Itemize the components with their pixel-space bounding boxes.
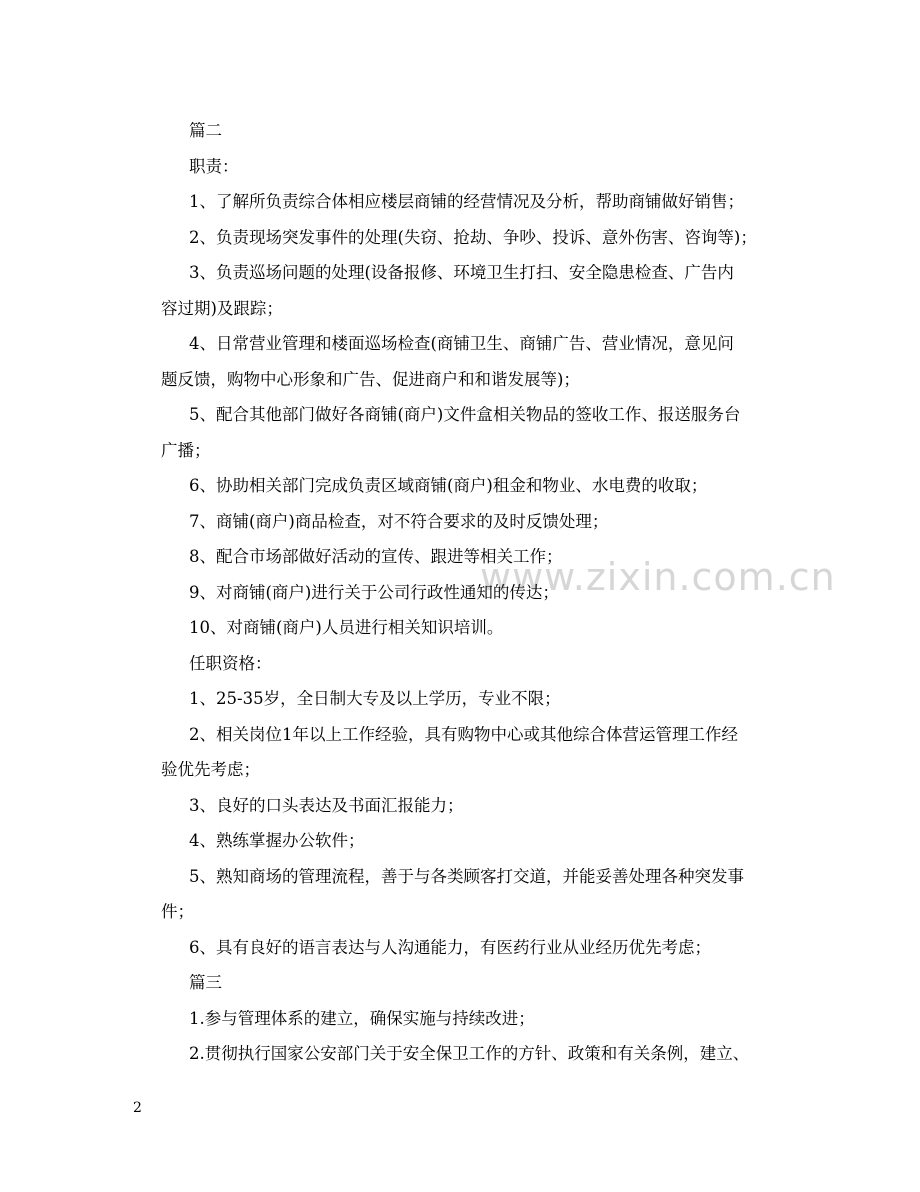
paragraph-line: 4、熟练掌握办公软件； <box>189 831 365 850</box>
paragraph-line: 10、对商铺(商户)人员进行相关知识培训。 <box>189 618 504 637</box>
paragraph-line: 职责： <box>189 156 239 176</box>
paragraph-line: 5、熟知商场的管理流程，善于与各类顾客打交道，并能妥善处理各种突发事 <box>189 866 744 886</box>
paragraph <box>189 149 799 185</box>
paragraph <box>189 788 799 824</box>
paragraph <box>189 220 799 256</box>
paragraph <box>189 930 799 966</box>
paragraph <box>189 539 799 575</box>
paragraph <box>161 397 799 468</box>
paragraph <box>189 1036 799 1072</box>
paragraph-line: 6、具有良好的语言表达与人沟通能力，有医药行业从业经历优先考虑； <box>189 937 711 957</box>
paragraph <box>161 326 799 397</box>
paragraph <box>189 575 799 611</box>
paragraph-line: 3、良好的口头表达及书面汇报能力； <box>189 795 464 815</box>
document-body <box>161 113 799 1072</box>
paragraph-line: 4、日常营业管理和楼面巡场检查(商铺卫生、商铺广告、营业情况，意见问 <box>189 334 734 353</box>
paragraph-line: 5、配合其他部门做好各商铺(商户)文件盒相关物品的签收工作、报送服务台 <box>189 405 741 424</box>
paragraph-continuation: 广播； <box>161 440 211 460</box>
paragraph-continuation: 题反馈，购物中心形象和广告、促进商户和和谐发展等)； <box>161 369 580 389</box>
paragraph-line: 1、25-35岁，全日制大专及以上学历，专业不限； <box>189 689 561 708</box>
paragraph-line: 8、配合市场部做好活动的宣传、跟进等相关工作； <box>189 547 563 566</box>
paragraph-line: 1.参与管理体系的建立，确保实施与持续改进； <box>189 1008 535 1028</box>
paragraph-continuation: 验优先考虑； <box>161 760 260 779</box>
paragraph <box>189 610 799 646</box>
paragraph-line: 6、协助相关部门完成负责区域商铺(商户)租金和物业、水电费的收取； <box>189 476 708 495</box>
paragraph <box>189 184 799 220</box>
paragraph-line: 2、负责现场突发事件的处理(失窃、抢劫、争吵、投诉、意外伤害、咨询等)； <box>189 227 757 247</box>
paragraph-line: 3、负责巡场问题的处理(设备报修、环境卫生打扫、安全隐患检查、广告内 <box>189 263 734 282</box>
paragraph <box>161 717 799 788</box>
watermark: www.zixin.com.cn <box>480 555 836 599</box>
paragraph-continuation: 件； <box>161 902 194 921</box>
paragraph <box>189 1001 799 1037</box>
paragraph <box>189 113 799 149</box>
paragraph-line: 篇二 <box>189 121 222 140</box>
paragraph-line: 任职资格： <box>189 653 272 673</box>
paragraph <box>189 504 799 540</box>
paragraph-line: 7、商铺(商户)商品检查，对不符合要求的及时反馈处理； <box>189 511 609 531</box>
paragraph-line: 1、了解所负责综合体相应楼层商铺的经营情况及分析，帮助商铺做好销售； <box>189 192 744 211</box>
paragraph <box>161 255 799 326</box>
paragraph-line: 2、相关岗位1年以上工作经验，具有购物中心或其他综合体营运管理工作经 <box>189 724 738 744</box>
page-number: 2 <box>133 1100 142 1116</box>
paragraph <box>189 646 799 682</box>
paragraph <box>189 468 799 504</box>
paragraph-continuation: 容过期)及跟踪； <box>161 298 283 318</box>
paragraph-line: 9、对商铺(商户)进行关于公司行政性通知的传达； <box>189 582 559 602</box>
paragraph <box>189 681 799 717</box>
paragraph-line: 2.贯彻执行国家公安部门关于安全保卫工作的方针、政策和有关条例，建立、 <box>189 1044 750 1063</box>
paragraph <box>189 823 799 859</box>
paragraph <box>161 859 799 930</box>
paragraph-line: 篇三 <box>189 973 222 992</box>
paragraph <box>189 965 799 1001</box>
